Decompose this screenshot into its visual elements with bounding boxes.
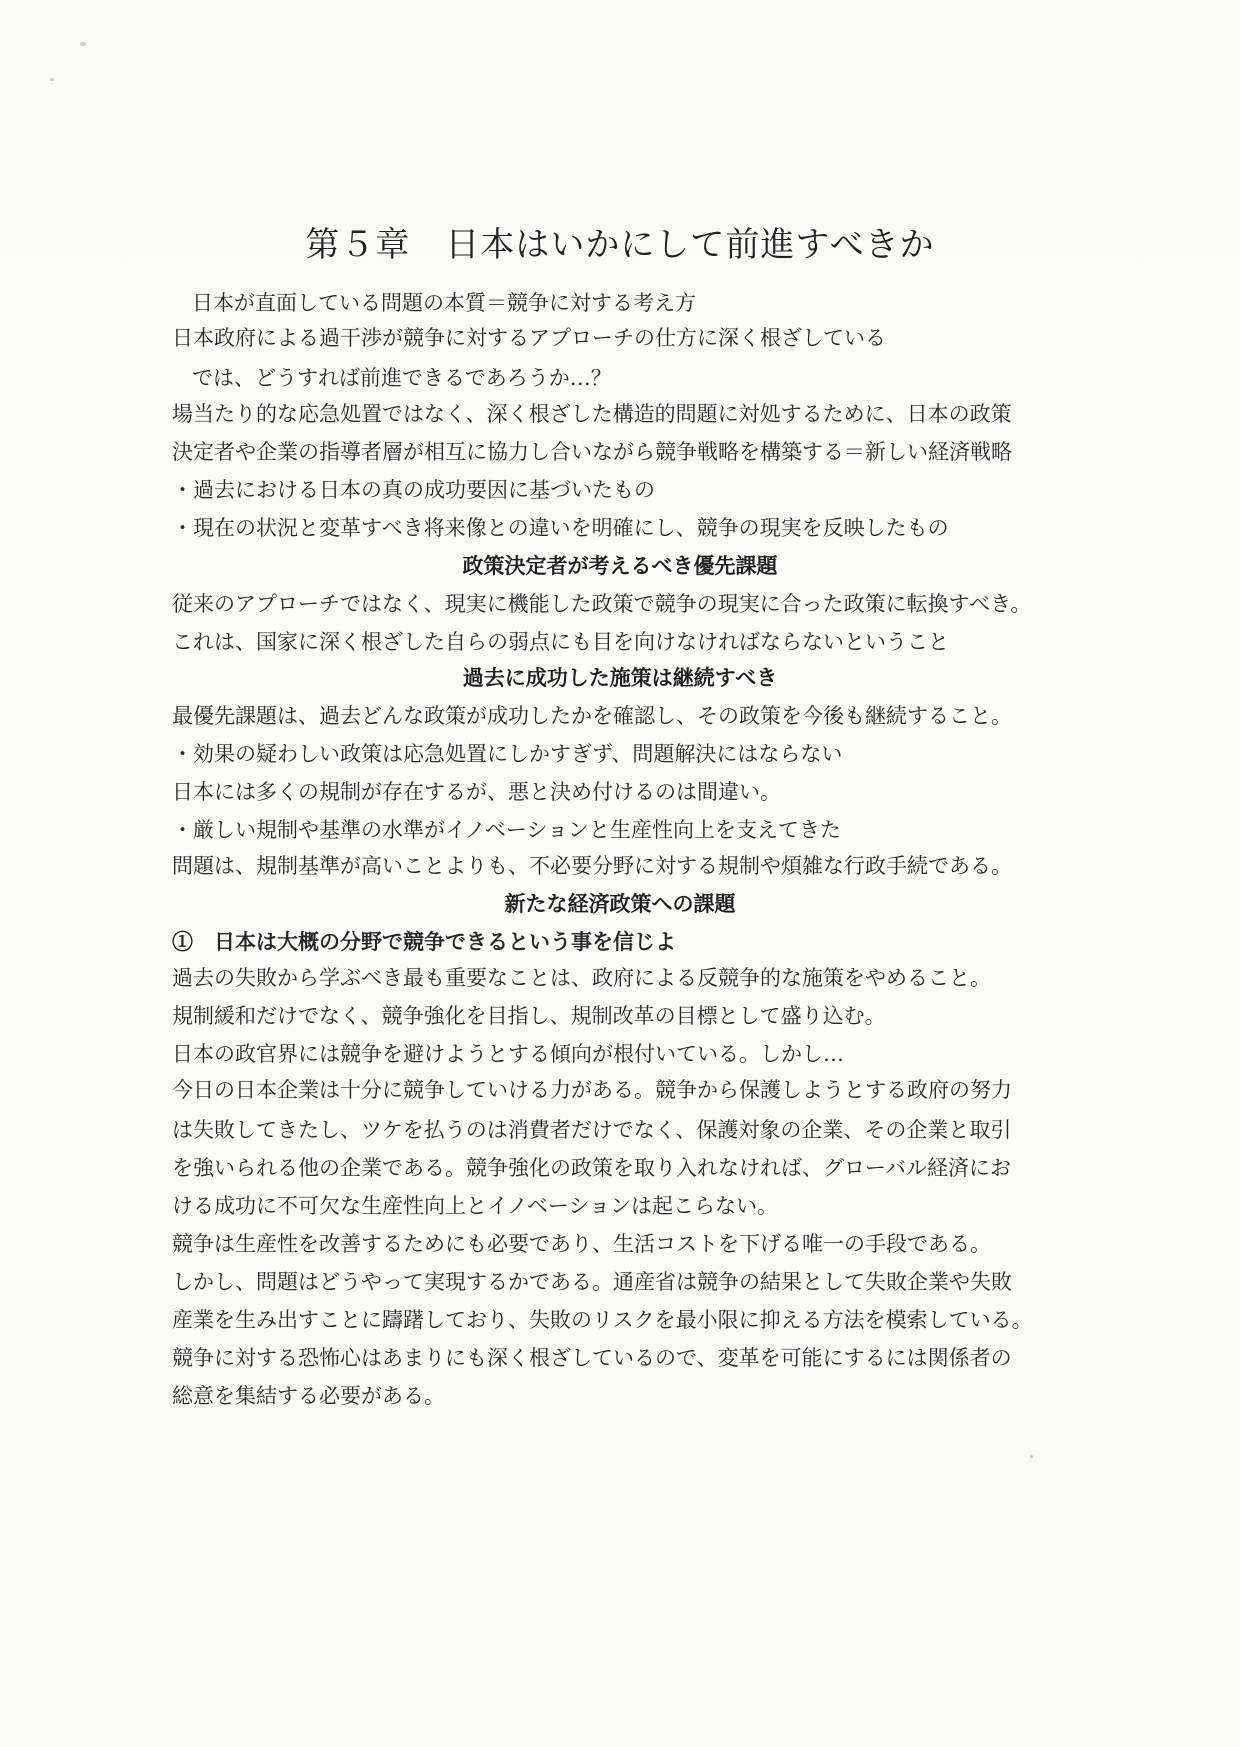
section-heading-continue: 過去に成功した施策は継続すべき [462,665,778,690]
section-line: 競争は生産性を改善するためにも必要であり、生活コストを下げる唯一の手段である。 [172,1232,991,1256]
section-line: 最優先課題は、過去どんな政策が成功したかを確認し、その政策を今後も継続すること。 [172,704,1012,728]
section-line: 総意を集結する必要がある。 [172,1384,445,1408]
intro-line: 場当たり的な応急処置ではなく、深く根ざした構造的問題に対処するために、日本の政策 [172,402,1012,426]
scan-speck [1030,1455,1033,1458]
section-line: 規制緩和だけでなく、競争強化を目指し、規制改革の目標として盛り込む。 [172,1004,886,1028]
section-line: 問題は、規制基準が高いことよりも、不必要分野に対する規制や煩雑な行政手続である。 [172,854,1012,878]
intro-bullet: ・過去における日本の真の成功要因に基づいたもの [172,478,655,502]
section-line: 今日の日本企業は十分に競争していける力がある。競争から保護しようとする政府の努力 [172,1078,1012,1102]
section-line: これは、国家に深く根ざした自らの弱点にも目を向けなければならないということ [172,630,949,654]
section-heading-priorities: 政策決定者が考えるべき優先課題 [462,553,778,578]
numbered-item-1: ① 日本は大概の分野で競争できるという事を信じよ [172,929,676,954]
section-line: しかし、問題はどうやって実現するかである。通産省は競争の結果として失敗企業や失敗 [172,1270,1012,1294]
intro-line: 日本政府による過干渉が競争に対するアプローチの仕方に深く根ざしている [172,326,886,350]
scan-speck [50,78,54,81]
section-heading-new-policy: 新たな経済政策への課題 [504,891,736,916]
scan-speck [80,42,86,46]
intro-line: 決定者や企業の指導者層が相互に協力し合いながら競争戦略を構築する＝新しい経済戦略 [172,440,1012,464]
page-title: 第５章 日本はいかにして前進すべきか [305,225,935,265]
section-line: を強いられる他の企業である。競争強化の政策を取り入れなければ、グローバル経済にお [172,1156,1011,1180]
section-line: 産業を生み出すことに躊躇しており、失敗のリスクを最小限に抑える方法を模索している。 [172,1308,1033,1332]
section-bullet: ・厳しい規制や基準の水準がイノベーションと生産性向上を支えてきた [172,818,842,842]
section-line: ける成功に不可欠な生産性向上とイノベーションは起こらない。 [172,1194,779,1218]
section-line: 日本の政官界には競争を避けようとする傾向が根付いている。しかし… [172,1042,844,1066]
section-bullet: ・効果の疑わしい政策は応急処置にしかすぎず、問題解決にはならない [172,742,843,766]
intro-line: では、どうすれば前進できるであろうか…？ [192,366,612,390]
intro-line: 日本が直面している問題の本質＝競争に対する考え方 [192,291,696,315]
section-line: 従来のアプローチではなく、現実に機能した政策で競争の現実に合った政策に転換すべき。 [172,592,1032,616]
section-line: 競争に対する恐怖心はあまりにも深く根ざしているので、変革を可能にするには関係者の [172,1346,1012,1370]
section-line: 過去の失敗から学ぶべき最も重要なことは、政府による反競争的な施策をやめること。 [172,966,991,990]
intro-bullet: ・現在の状況と変革すべき将来像との違いを明確にし、競争の現実を反映したもの [172,516,949,540]
section-line: 日本には多くの規制が存在するが、悪と決め付けるのは間違い。 [172,780,781,804]
section-line: は失敗してきたし、ツケを払うのは消費者だけでなく、保護対象の企業、その企業と取引 [172,1118,1012,1142]
